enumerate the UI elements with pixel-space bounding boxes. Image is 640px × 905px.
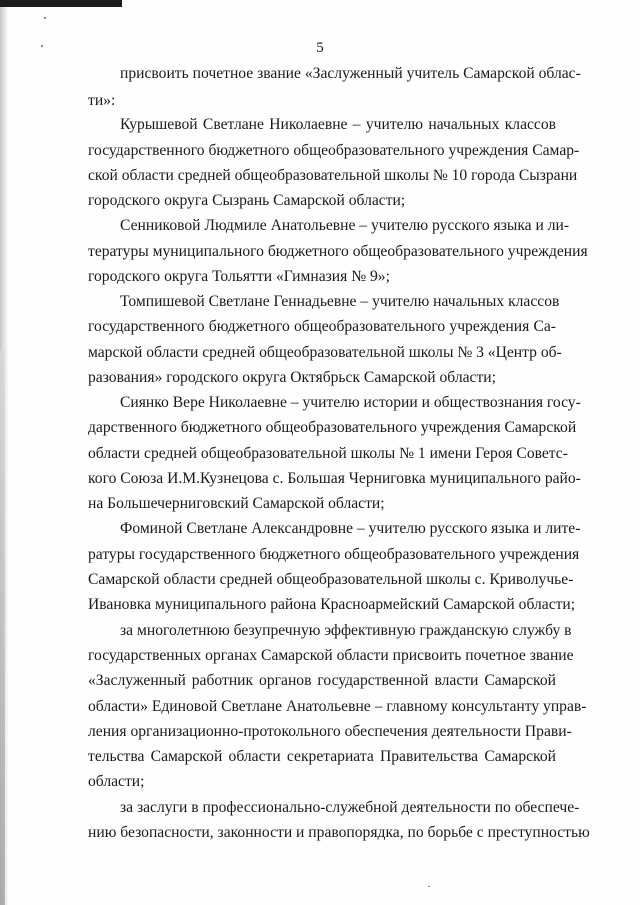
- text-line: ской области средней общеобразовательной школы № 10 города Сызрани: [88, 167, 578, 184]
- text-line: разования» городского округа Октябрьск Самарской области;: [88, 369, 496, 386]
- text-line: государственных органах Самарской области присвоить почетное звание: [88, 647, 574, 664]
- scan-speck: [44, 17, 46, 19]
- text-line: марской области средней общеобразовательной школы № 3 «Центр об-: [88, 344, 562, 361]
- scan-speck: [428, 886, 430, 887]
- text-line: «Заслуженный работник органов государственной власти Самарской: [88, 672, 556, 689]
- text-line: дарственного бюджетного общеобразовательного учреждения Самарской: [88, 419, 577, 436]
- text-line: городского округа Сызрань Самарской области;: [88, 192, 406, 209]
- text-line: ти»:: [88, 92, 116, 109]
- text-line: государственного бюджетного общеобразовательного учреждения Са-: [88, 318, 556, 335]
- text-line: ления организационно-протокольного обеспечения деятельности Прави-: [88, 723, 572, 740]
- text-line: Сиянко Вере Николаевне – учителю истории и обществознания госу-: [120, 394, 581, 411]
- text-line: области;: [88, 773, 145, 790]
- scan-shadow-left-lower: [0, 350, 5, 905]
- text-line: области» Единовой Светлане Анатольевне – главному консультанту управ-: [88, 698, 587, 715]
- text-line: присвоить почетное звание «Заслуженный учитель Самарской облас-: [120, 65, 581, 82]
- text-line: Ивановка муниципального района Красноармейский Самарской области;: [88, 596, 576, 613]
- text-line: нию безопасности, законности и правопорядка, по борьбе с преступностью: [88, 824, 590, 841]
- text-line: области средней общеобразовательной школы № 1 имени Героя Советс-: [88, 445, 568, 462]
- text-line: Фоминой Светлане Александровне – учителю русского языка и лите-: [120, 520, 581, 537]
- text-line: городского округа Тольятти «Гимназия № 9»;: [88, 268, 390, 285]
- text-line: ратуры государственного бюджетного общеобразовательного учреждения: [88, 546, 580, 563]
- text-line: тельства Самарской области секретариата Правительства Самарской: [88, 748, 556, 765]
- page-number: 5: [316, 40, 324, 56]
- text-line: Курышевой Светлане Николаевне – учителю начальных классов: [120, 116, 556, 133]
- text-line: Сенниковой Людмиле Анатольевне – учителю русского языка и ли-: [120, 217, 570, 234]
- text-line: за многолетнюю безупречную эффективную гражданскую службу в: [120, 622, 572, 639]
- text-line: Томпишевой Светлане Геннадьевне – учителю начальных классов: [120, 293, 560, 310]
- text-line: за заслуги в профессионально-служебной деятельности по обеспече-: [120, 799, 580, 816]
- scan-bar-top: [0, 0, 122, 7]
- text-line: на Большечерниговский Самарской области;: [88, 495, 385, 512]
- text-line: Самарской области средней общеобразовательной школы с. Криволучье-: [88, 571, 574, 588]
- text-line: кого Союза И.М.Кузнецова с. Большая Черниговка муниципального райо-: [88, 470, 581, 487]
- text-line: тературы муниципального бюджетного общеобразовательного учреждения: [88, 243, 588, 260]
- text-line: государственного бюджетного общеобразовательного учреждения Самар-: [88, 142, 580, 159]
